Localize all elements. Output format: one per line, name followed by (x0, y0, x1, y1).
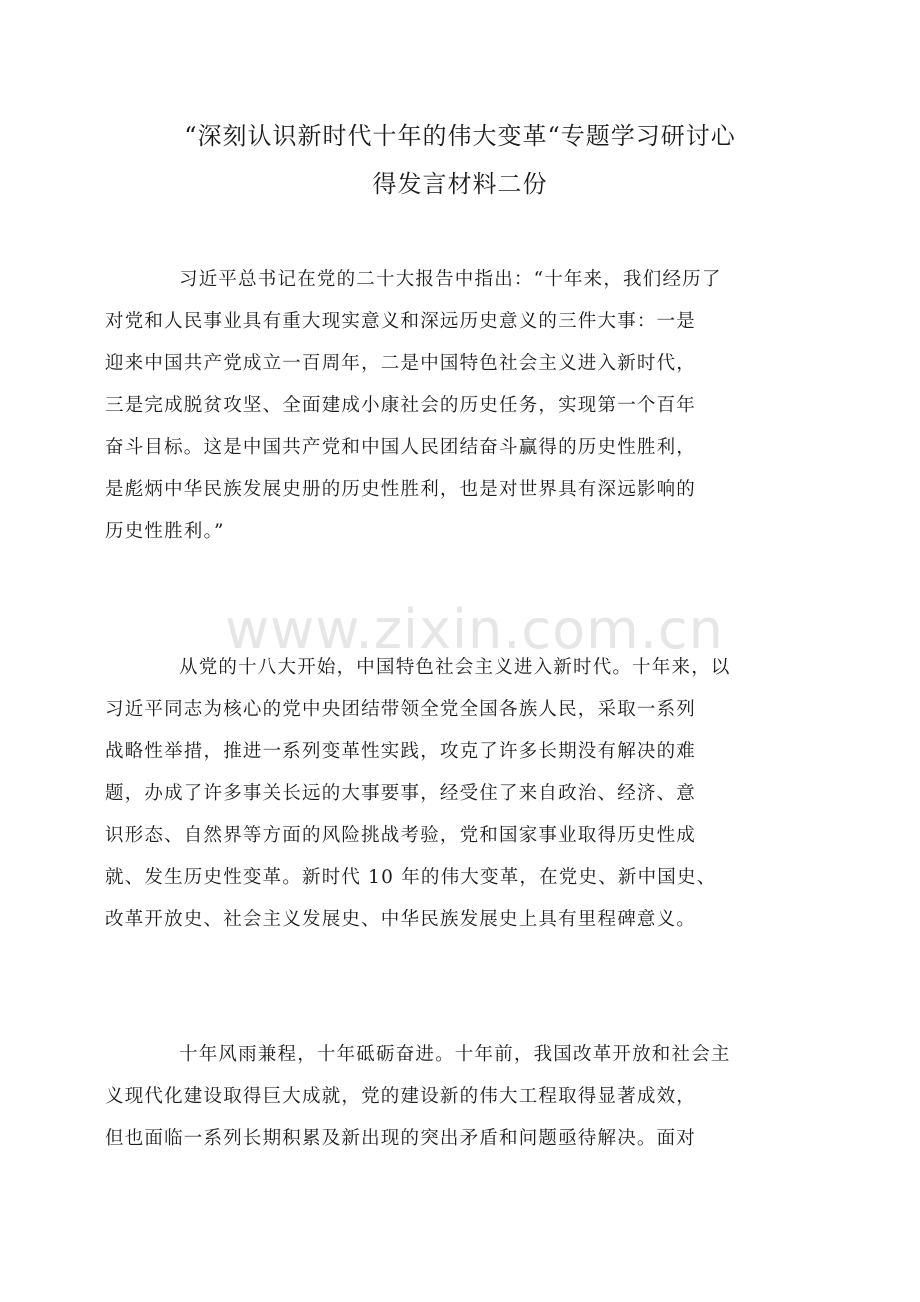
text-line: 就、发生历史性变革。新时代 10 年的伟大变革，在党史、新中国史、 (105, 867, 717, 888)
text-line: 奋斗目标。这是中国共产党和中国人民团结奋斗赢得的历史性胜利， (105, 437, 697, 458)
text-line: 三是完成脱贫攻坚、全面建成小康社会的历史任务，实现第一个百年 (105, 395, 697, 416)
paragraph-3 (105, 1034, 797, 1160)
paragraph-2 (105, 647, 797, 941)
text-line: 对党和人民事业具有重大现实意义和深远历史意义的三件大事：一是 (105, 311, 697, 332)
text-line: 是彪炳中华民族发展史册的历史性胜利，也是对世界具有深远影响的 (105, 479, 697, 500)
text-line: 义现代化建设取得巨大成就，党的建设新的伟大工程取得显著成效， (105, 1086, 697, 1107)
text-line: 但也面临一系列长期积累及新出现的突出矛盾和问题亟待解决。面对 (105, 1128, 697, 1149)
text-line: 十年风雨兼程，十年砥砺奋进。十年前，我国改革开放和社会主 (179, 1044, 731, 1065)
title-line: 得发言材料二份 (372, 170, 548, 198)
text-line: 习近平同志为核心的党中央团结带领全党全国各族人民，采取一系列 (105, 699, 697, 720)
text-line: 题，办成了许多事关长远的大事要事，经受住了来自政治、经济、意 (105, 783, 697, 804)
watermark: www.zixin.com.cn (225, 598, 724, 661)
text-line: 迎来中国共产党成立一百周年，二是中国特色社会主义进入新时代， (105, 353, 697, 374)
text-line: 战略性举措，推进一系列变革性实践，攻克了许多长期没有解决的难 (105, 741, 697, 762)
text-line: 识形态、自然界等方面的风险挑战考验，党和国家事业取得历史性成 (105, 825, 697, 846)
text-line: 历史性胜利。” (105, 521, 225, 542)
text-line: 改革开放史、社会主义发展史、中华民族发展史上具有里程碑意义。 (105, 909, 697, 930)
text-line: 从党的十八大开始，中国特色社会主义进入新时代。十年来，以 (179, 657, 731, 678)
text-line: 习近平总书记在党的二十大报告中指出：“十年来，我们经历了 (179, 269, 722, 290)
paragraph-1 (105, 259, 797, 553)
document-title (120, 112, 800, 208)
title-line: “深刻认识新时代十年的伟大变革“专题学习研讨心 (184, 122, 736, 150)
